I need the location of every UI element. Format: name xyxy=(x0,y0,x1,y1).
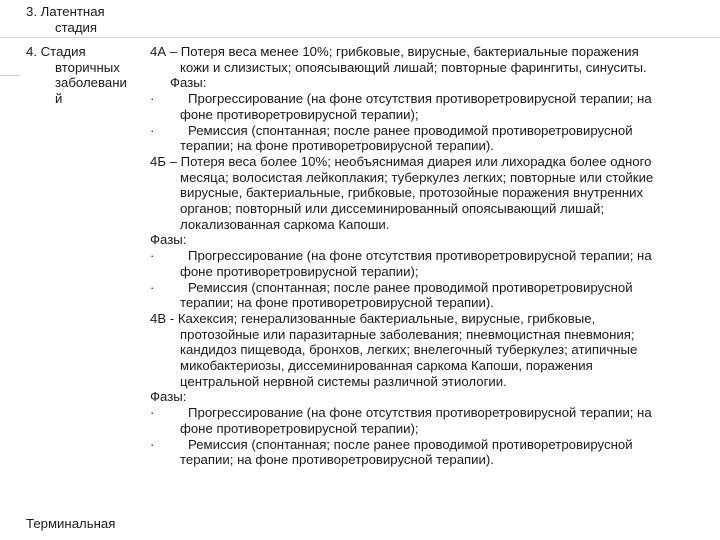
stage-4a-phase-progression xyxy=(150,91,695,122)
bullet-line1: Ремиссия (спонтанная; после ранее проводимой противоретровирусной xyxy=(188,122,633,138)
stage-4c-phases-label: Фазы: xyxy=(150,389,187,405)
secondary-stage-line1: 4. Стадия xyxy=(26,44,86,59)
stage-4b-line3: вирусные, бактериальные, грибковые, протозойные поражения внутренних xyxy=(180,185,644,201)
bullet-marker: · xyxy=(150,405,155,421)
bullet-line2: фоне противоретровирусной терапии); xyxy=(180,106,419,122)
bullet-line2: терапии; на фоне противоретровирусной терапии). xyxy=(180,138,494,154)
latent-stage-line1: 3. Латентная xyxy=(26,4,105,19)
secondary-stage-line3: заболевани xyxy=(55,75,127,91)
stage-4b-line1: 4Б – Потеря веса более 10%; необъяснимая диарея или лихорадка более одного xyxy=(150,153,652,169)
secondary-stage-line4: й xyxy=(55,91,63,107)
secondary-stage-label xyxy=(26,44,142,107)
stage-4c-line2: протозойные или паразитарные заболевания; пневмоцистная пневмония; xyxy=(180,326,635,342)
stage-4c-line5: центральной нервной системы различной этиологии. xyxy=(180,373,507,389)
bullet-line1: Прогрессирование (на фоне отсутствия противоретровирусной терапии; на xyxy=(188,248,652,264)
side-mark xyxy=(0,75,20,76)
secondary-stage-line2: вторичных xyxy=(55,59,120,75)
stage-4a-line1: 4А – Потеря веса менее 10%; грибковые, вирусные, бактериальные поражения xyxy=(150,44,639,59)
bullet-marker: · xyxy=(150,436,155,452)
bullet-marker: · xyxy=(150,248,155,264)
stage-4a-line2: кожи и слизистых; опоясывающий лишай; повторные фарингиты, синуситы. xyxy=(180,59,647,75)
bullet-line1: Ремиссия (спонтанная; после ранее проводимой противоретровирусной xyxy=(188,279,633,295)
bullet-line1: Прогрессирование (на фоне отсутствия противоретровирусной терапии; на xyxy=(188,405,652,421)
bullet-line2: фоне противоретровирусной терапии); xyxy=(180,263,419,279)
terminal-stage-label: Терминальная xyxy=(26,516,116,531)
stage-4a-phases-label: Фазы: xyxy=(170,75,207,91)
secondary-stage-content xyxy=(150,44,695,468)
bullet-marker: · xyxy=(150,91,155,107)
bullet-marker: · xyxy=(150,122,155,138)
bullet-marker: · xyxy=(150,279,155,295)
stage-4a-phase-remission xyxy=(150,123,695,154)
stage-4c-line3: кандидоз пищевода, бронхов, легких; внелегочный туберкулез; атипичные xyxy=(180,342,638,358)
stage-4c-line4: микобактериозы, диссеминированная саркома Капоши, поражения xyxy=(180,358,593,374)
stage-4c xyxy=(150,311,695,468)
bullet-line2: терапии; на фоне противоретровирусной терапии). xyxy=(180,452,494,468)
stage-4b-line5: локализованная саркома Капоши. xyxy=(180,216,390,232)
stage-4c-phase-progression xyxy=(150,405,695,436)
bullet-line1: Прогрессирование (на фоне отсутствия противоретровирусной терапии; на xyxy=(188,91,652,107)
stage-4c-line1: 4В - Кахексия; генерализованные бактериальные, вирусные, грибковые, xyxy=(150,310,596,326)
row-divider xyxy=(0,37,720,38)
stage-4b xyxy=(150,154,695,311)
stage-4b-line2: месяца; волосистая лейкоплакия; туберкулез легких; повторные или стойкие xyxy=(180,169,654,185)
stage-4a xyxy=(150,44,695,154)
stage-4b-phase-remission xyxy=(150,280,695,311)
stage-4b-phases-label: Фазы: xyxy=(150,232,187,248)
latent-stage-line2: стадия xyxy=(55,19,98,35)
stage-4b-phase-progression xyxy=(150,248,695,279)
bullet-line2: терапии; на фоне противоретровирусной терапии). xyxy=(180,295,494,311)
stage-4b-line4: органов; повторный или диссеминированный опоясывающий лишай; xyxy=(180,201,605,217)
latent-stage-label xyxy=(26,4,142,35)
stage-4c-phase-remission xyxy=(150,437,695,468)
bullet-line2: фоне противоретровирусной терапии); xyxy=(180,420,419,436)
bullet-line1: Ремиссия (спонтанная; после ранее проводимой противоретровирусной xyxy=(188,436,633,452)
